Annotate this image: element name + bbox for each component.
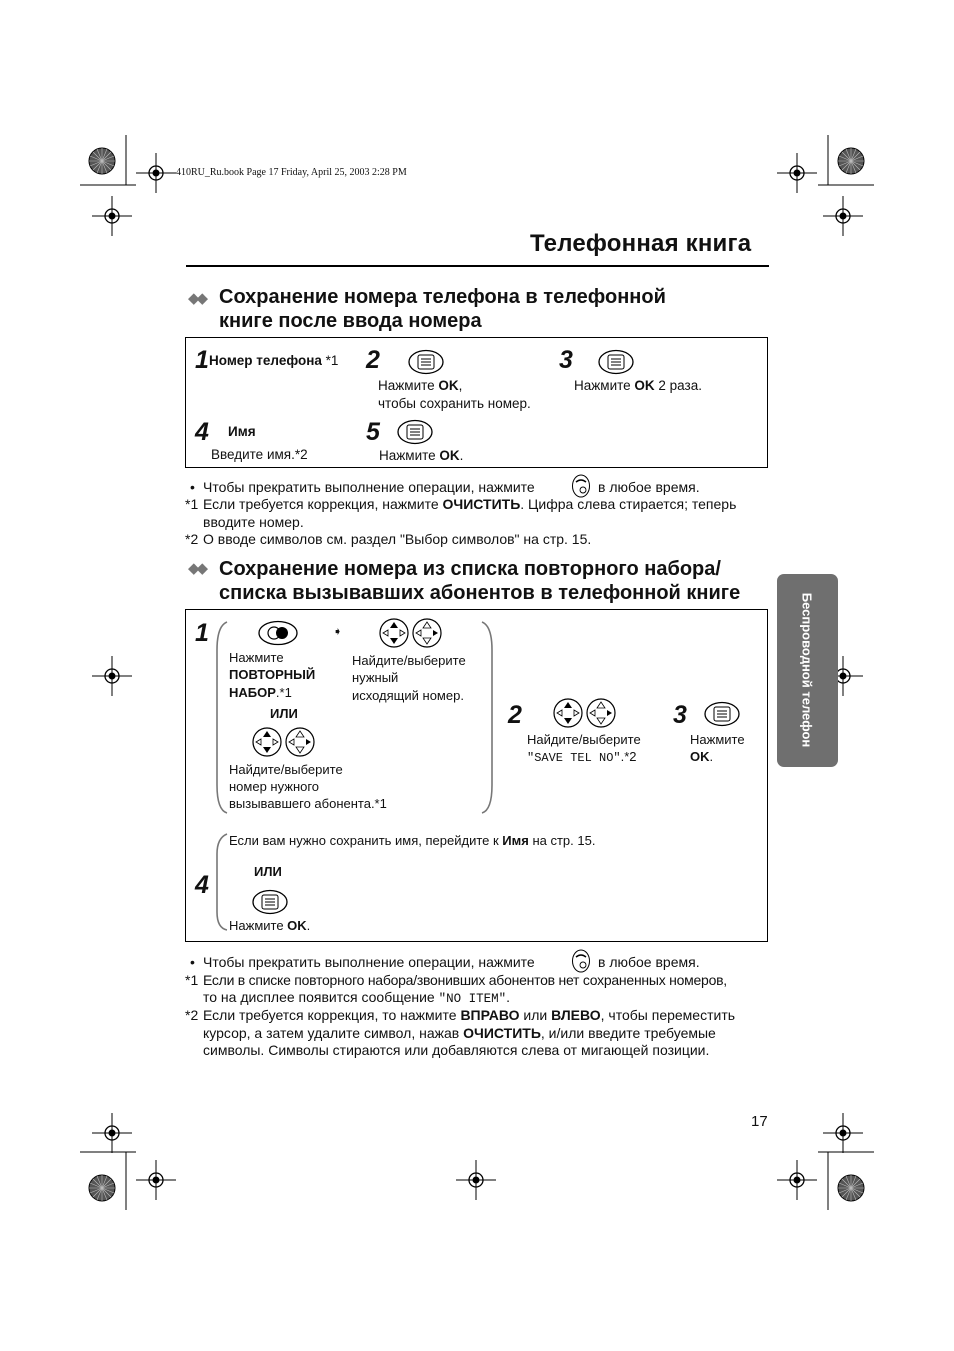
step2-display-text: "SAVE TEL NO".*2 bbox=[527, 749, 637, 765]
navigator-icon bbox=[378, 617, 444, 649]
note2-text-line2: курсор, а затем удалите символ, нажав ОЧИСТИТЬ, и/или введите требуемые bbox=[203, 1025, 716, 1041]
step2-text-line2: чтобы сохранить номер. bbox=[378, 396, 531, 411]
side-tab bbox=[777, 574, 838, 767]
note-stop-text-post: в любое время. bbox=[598, 479, 700, 495]
or-label: ИЛИ bbox=[254, 864, 282, 879]
step1-find-text-line3: исходящий номер. bbox=[352, 688, 464, 703]
note-mark: *2 bbox=[185, 531, 199, 547]
navigator-icon bbox=[251, 726, 317, 758]
title-rule bbox=[186, 265, 769, 267]
page-number: 17 bbox=[751, 1113, 768, 1130]
menu-button-icon bbox=[703, 701, 741, 727]
step3-press-text: Нажмите bbox=[690, 732, 745, 747]
note-mark: *2 bbox=[185, 1007, 199, 1023]
navigator-icon bbox=[552, 697, 618, 729]
step2-find-text: Найдите/выберите bbox=[527, 732, 641, 747]
arrow-right-icon: ➧ bbox=[333, 626, 343, 638]
redial-button-icon bbox=[257, 620, 299, 646]
step-number: 2 bbox=[366, 346, 380, 374]
side-tab-label: Беспроводной телефон bbox=[799, 592, 815, 748]
step-number: 3 bbox=[559, 346, 573, 374]
menu-button-icon bbox=[597, 349, 635, 375]
menu-button-icon bbox=[396, 419, 434, 445]
note2-text: Если требуется коррекция, то нажмите ВПРАВО или ВЛЕВО, чтобы переместить bbox=[203, 1007, 736, 1023]
page-title: Телефонная книга bbox=[530, 230, 752, 257]
step-number: 4 bbox=[195, 418, 209, 446]
note-stop-text: Чтобы прекратить выполнение операции, нажмите bbox=[203, 954, 535, 970]
step1-find-text-line2: нужный bbox=[352, 670, 399, 685]
redial-label-line2: НАБОР.*1 bbox=[229, 685, 292, 700]
note2-text-line3: символы. Символы стираются или добавляются слева от мигающей позиции. bbox=[203, 1042, 710, 1058]
section2-title: Сохранение номера из списка повторного набора/ списка вызывавших абонентов в телефонной книге bbox=[219, 558, 741, 604]
step1-caller-text-line2: номер нужного bbox=[229, 779, 320, 794]
step4-label: Имя bbox=[228, 424, 256, 439]
note-bullet: • bbox=[190, 479, 195, 495]
step2-text: Нажмите OK, bbox=[378, 378, 463, 393]
note1-text: Если в списке повторного набора/звонивших абонентов нет сохраненных номеров, bbox=[203, 972, 727, 988]
redial-label: ПОВТОРНЫЙ bbox=[229, 667, 316, 682]
menu-button-icon bbox=[251, 889, 289, 915]
step4-text: Введите имя.*2 bbox=[211, 447, 308, 462]
step4-name-text: Если вам нужно сохранить имя, перейдите к Имя на стр. 15. bbox=[229, 833, 596, 848]
step4-ok-text: Нажмите OK. bbox=[229, 918, 311, 933]
step1-find-text: Найдите/выберите bbox=[352, 653, 466, 668]
step5-text: Нажмите OK. bbox=[379, 448, 464, 463]
step-number: 2 bbox=[508, 701, 522, 729]
note-stop-text: Чтобы прекратить выполнение операции, нажмите bbox=[203, 479, 535, 495]
header-note: 410RU_Ru.book Page 17 Friday, April 25, 2003 2:28 PM bbox=[176, 167, 407, 178]
step1-label: Номер телефона *1 bbox=[209, 353, 339, 368]
diamond-bullet-icon: ◆◆ bbox=[188, 560, 206, 577]
note-mark: *1 bbox=[185, 496, 199, 512]
step1-caller-text-line3: вызывавшего абонента.*1 bbox=[229, 796, 387, 811]
diamond-bullet-icon: ◆◆ bbox=[188, 290, 206, 307]
note-mark: *1 bbox=[185, 972, 199, 988]
step1-press-text: Нажмите bbox=[229, 650, 284, 665]
step-number: 5 bbox=[366, 418, 380, 446]
step1-caller-text: Найдите/выберите bbox=[229, 762, 343, 777]
step-number: 1 bbox=[195, 346, 209, 374]
or-label: ИЛИ bbox=[270, 706, 298, 721]
off-button-icon bbox=[571, 474, 591, 498]
note1-text-line2: то на дисплее появится сообщение "NO ITEM". bbox=[203, 989, 510, 1006]
menu-button-icon bbox=[407, 349, 445, 375]
note-stop-text-post: в любое время. bbox=[598, 954, 700, 970]
step3-ok-text: OK. bbox=[690, 749, 714, 764]
note2-text: О вводе символов см. раздел "Выбор символов" на стр. 15. bbox=[203, 531, 592, 547]
step-number: 3 bbox=[673, 701, 687, 729]
note-bullet: • bbox=[190, 954, 195, 970]
off-button-icon bbox=[571, 949, 591, 973]
note1-text-line2: вводите номер. bbox=[203, 514, 304, 530]
right-brace bbox=[478, 620, 496, 815]
step-number: 4 bbox=[195, 871, 209, 899]
note1-text: Если требуется коррекция, нажмите ОЧИСТИТЬ. Цифра слева стирается; теперь bbox=[203, 496, 737, 512]
section1-title: Сохранение номера телефона в телефонной книге после ввода номера bbox=[219, 286, 666, 332]
step-number: 1 bbox=[195, 619, 209, 647]
step3-text: Нажмите OK 2 раза. bbox=[574, 378, 702, 393]
